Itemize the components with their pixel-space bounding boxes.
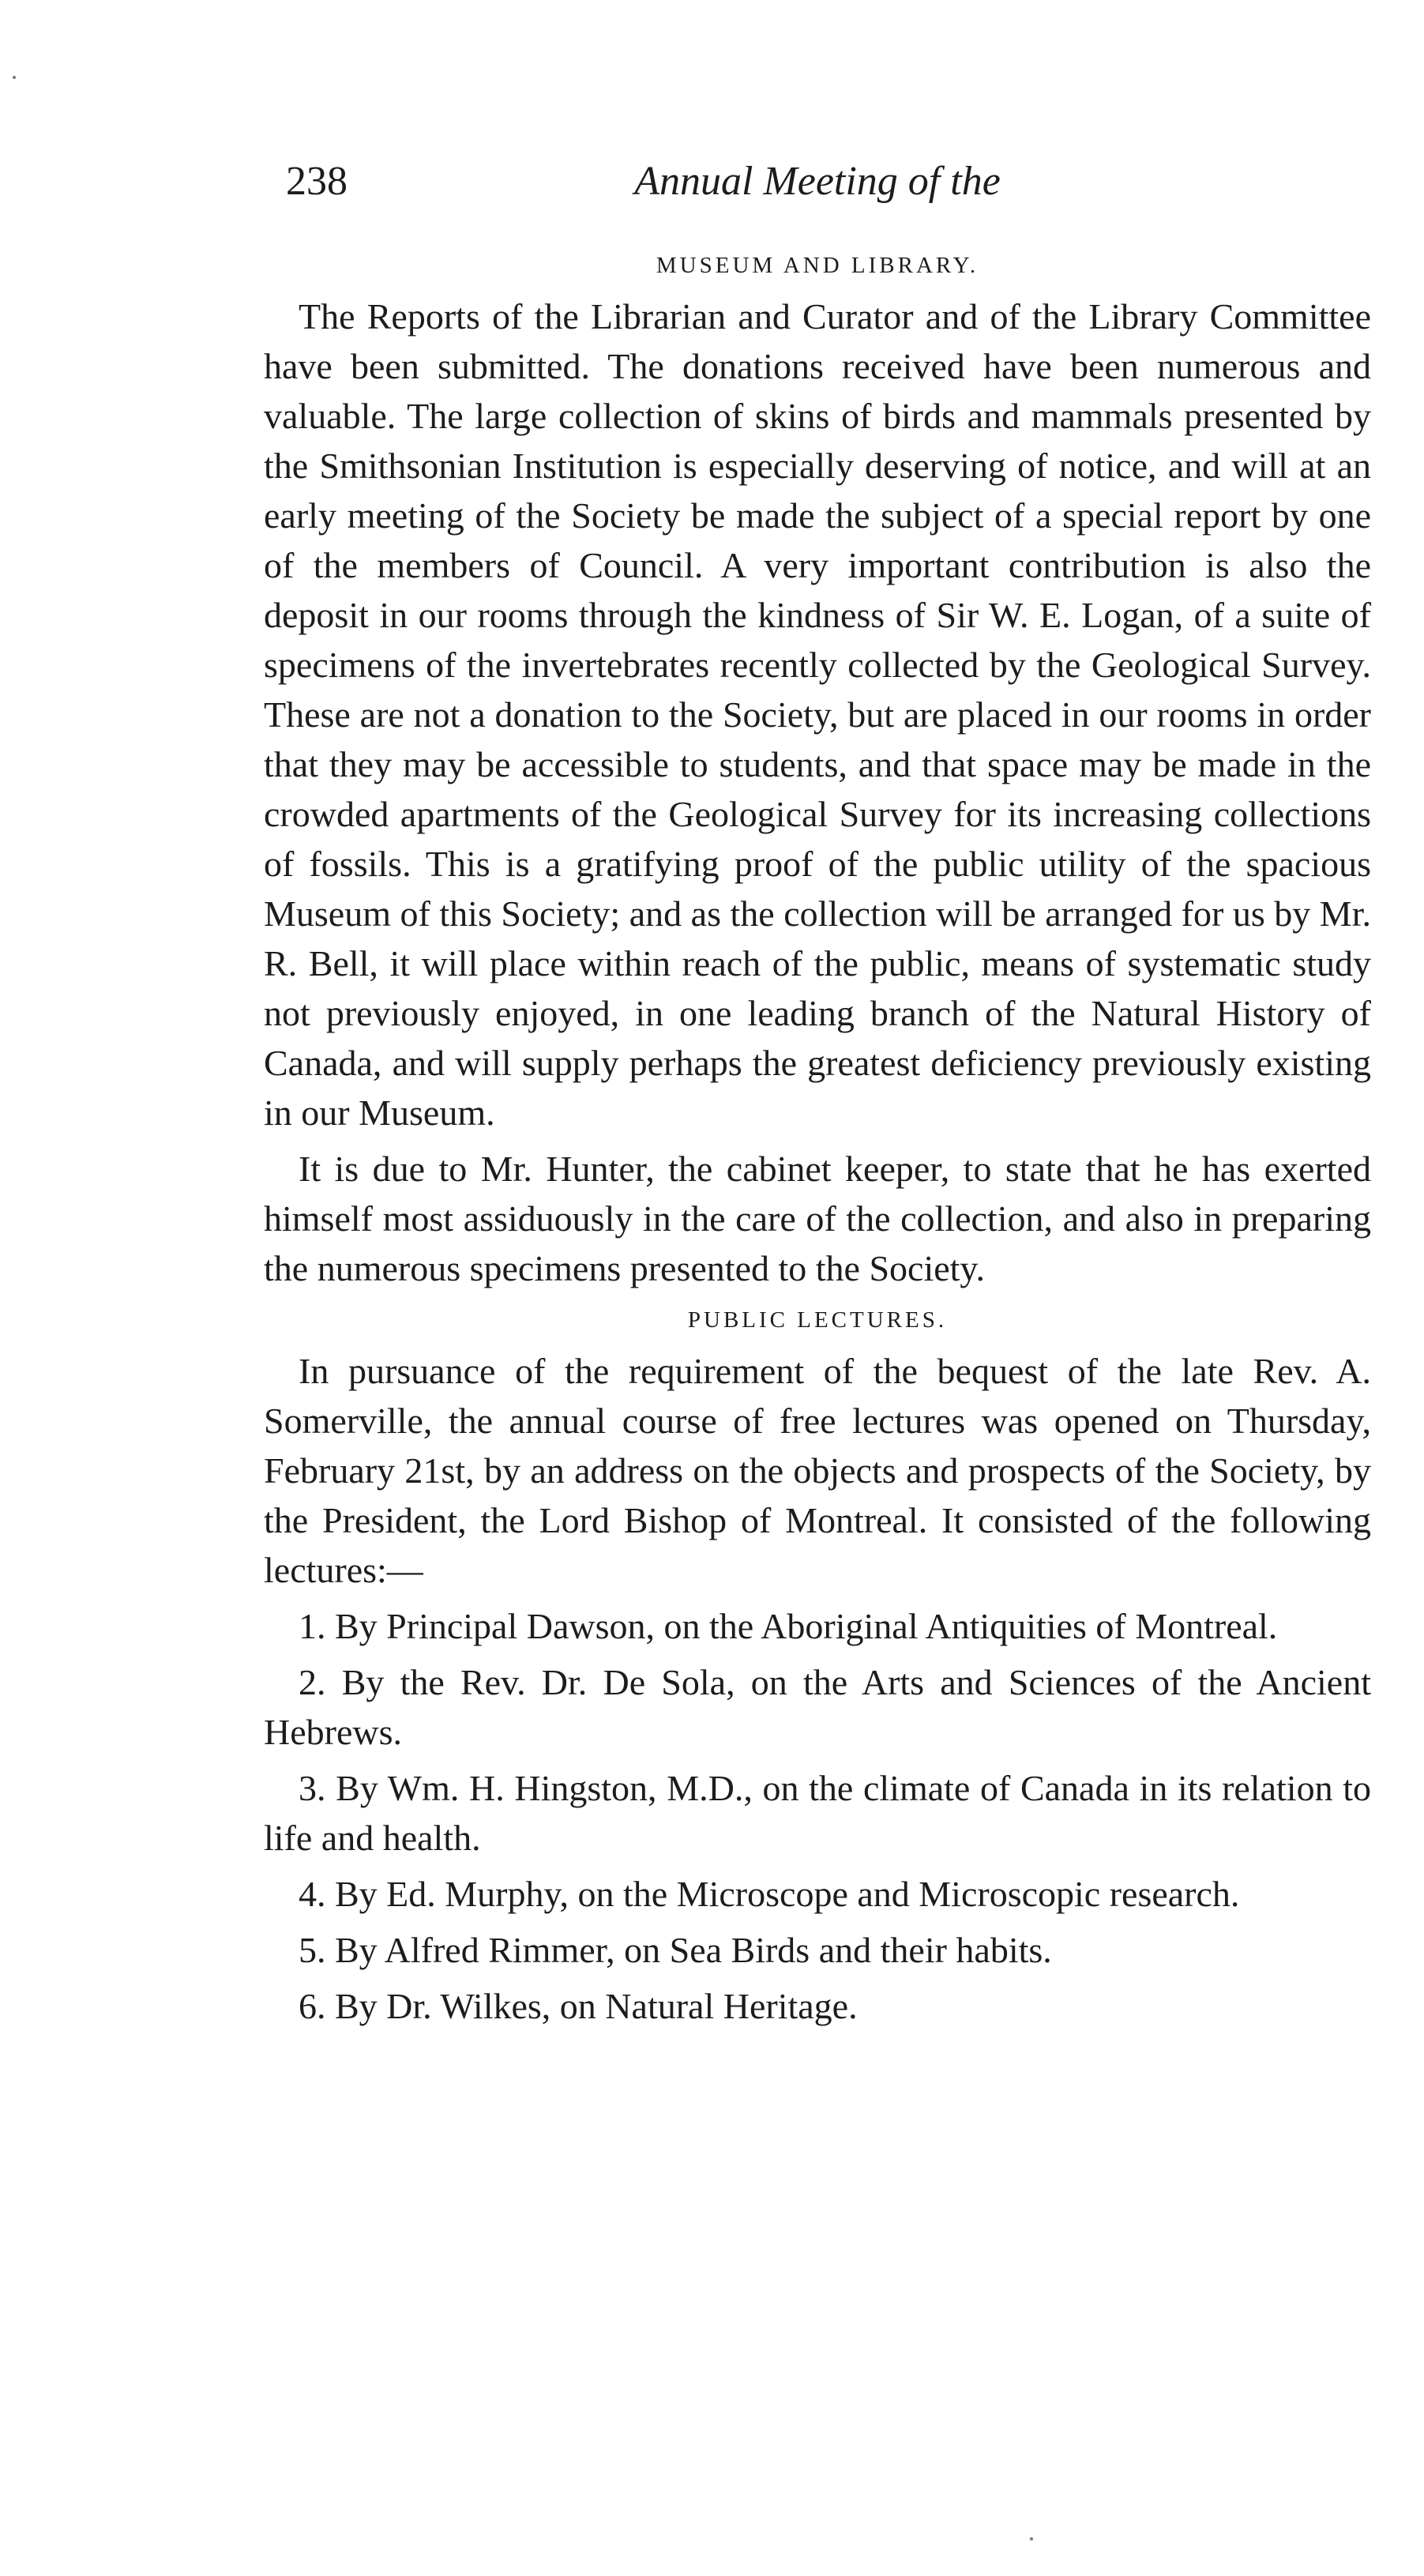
museum-library-paragraph-1: The Reports of the Librarian and Curator and of the Library Committee have been submitted. The donations received have been numerous and valuable. The large collection of skins of birds and mammals presented by the Smithsonian Institution is especially deserving of notice, and will at an early meeting of the Society be made the subject of a special report by one of the members of Council. A very important contribution is also the deposit in our rooms through the kindness of Sir W. E. Logan, of a suite of specimens of the invertebrates recently collected by the Geological Survey. These are not a donation to the Society, but are placed in our rooms in order that they may be accessible to students, and that space may be made in the crowded apartments of the Geological Survey for its increasing collections of fossils. This is a gratifying proof of the public utility of the spacious Museum of this Society; and as the collection will be arranged for us by Mr. R. Bell, it will place within reach of the public, means of systematic study not previously enjoyed, in one leading branch of the Natural History of Canada, and will supply perhaps the greatest deficiency previously existing in our Museum. xyxy=(264,296,1371,1133)
museum-library-heading: MUSEUM AND LIBRARY. xyxy=(656,253,979,278)
lecture-item-4: 4. By Ed. Murphy, on the Microscope and Microscopic research. xyxy=(299,1874,1240,1914)
page-speck-top-left xyxy=(13,76,16,79)
lecture-item-5: 5. By Alfred Rimmer, on Sea Birds and their habits. xyxy=(299,1930,1052,1970)
museum-library-section xyxy=(264,253,1371,1293)
museum-library-paragraph-2: It is due to Mr. Hunter, the cabinet keeper, to state that he has exerted himself most assiduously in the care of the collection, and also in preparing the numerous specimens presented to the Society. xyxy=(264,1149,1371,1288)
page-speck-bottom xyxy=(1030,2537,1033,2540)
lecture-item-3: 3. By Wm. H. Hingston, M.D., on the climate of Canada in its relation to life and health. xyxy=(264,1768,1371,1858)
running-title: Annual Meeting of the xyxy=(634,159,1001,204)
book-page xyxy=(264,158,1371,2037)
lecture-item-6: 6. By Dr. Wilkes, on Natural Heritage. xyxy=(299,1986,858,2026)
page-number: 238 xyxy=(286,159,348,204)
public-lectures-heading: PUBLIC LECTURES. xyxy=(687,1307,948,1333)
lecture-item-2: 2. By the Rev. Dr. De Sola, on the Arts and Sciences of the Ancient Hebrews. xyxy=(264,1662,1371,1752)
lecture-list xyxy=(264,1601,1371,2031)
public-lectures-paragraph-1: In pursuance of the requirement of the bequest of the late Rev. A. Somerville, the annual course of free lectures was opened on Thursday, February 21st, by an address on the objects and prospects of the Society, by the President, the Lord Bishop of Montreal. It consisted of the following lectures:— xyxy=(264,1351,1371,1590)
running-head xyxy=(264,158,1371,221)
lecture-item-1: 1. By Principal Dawson, on the Aboriginal Antiquities of Montreal. xyxy=(299,1606,1278,1646)
public-lectures-section xyxy=(264,1307,1371,2031)
